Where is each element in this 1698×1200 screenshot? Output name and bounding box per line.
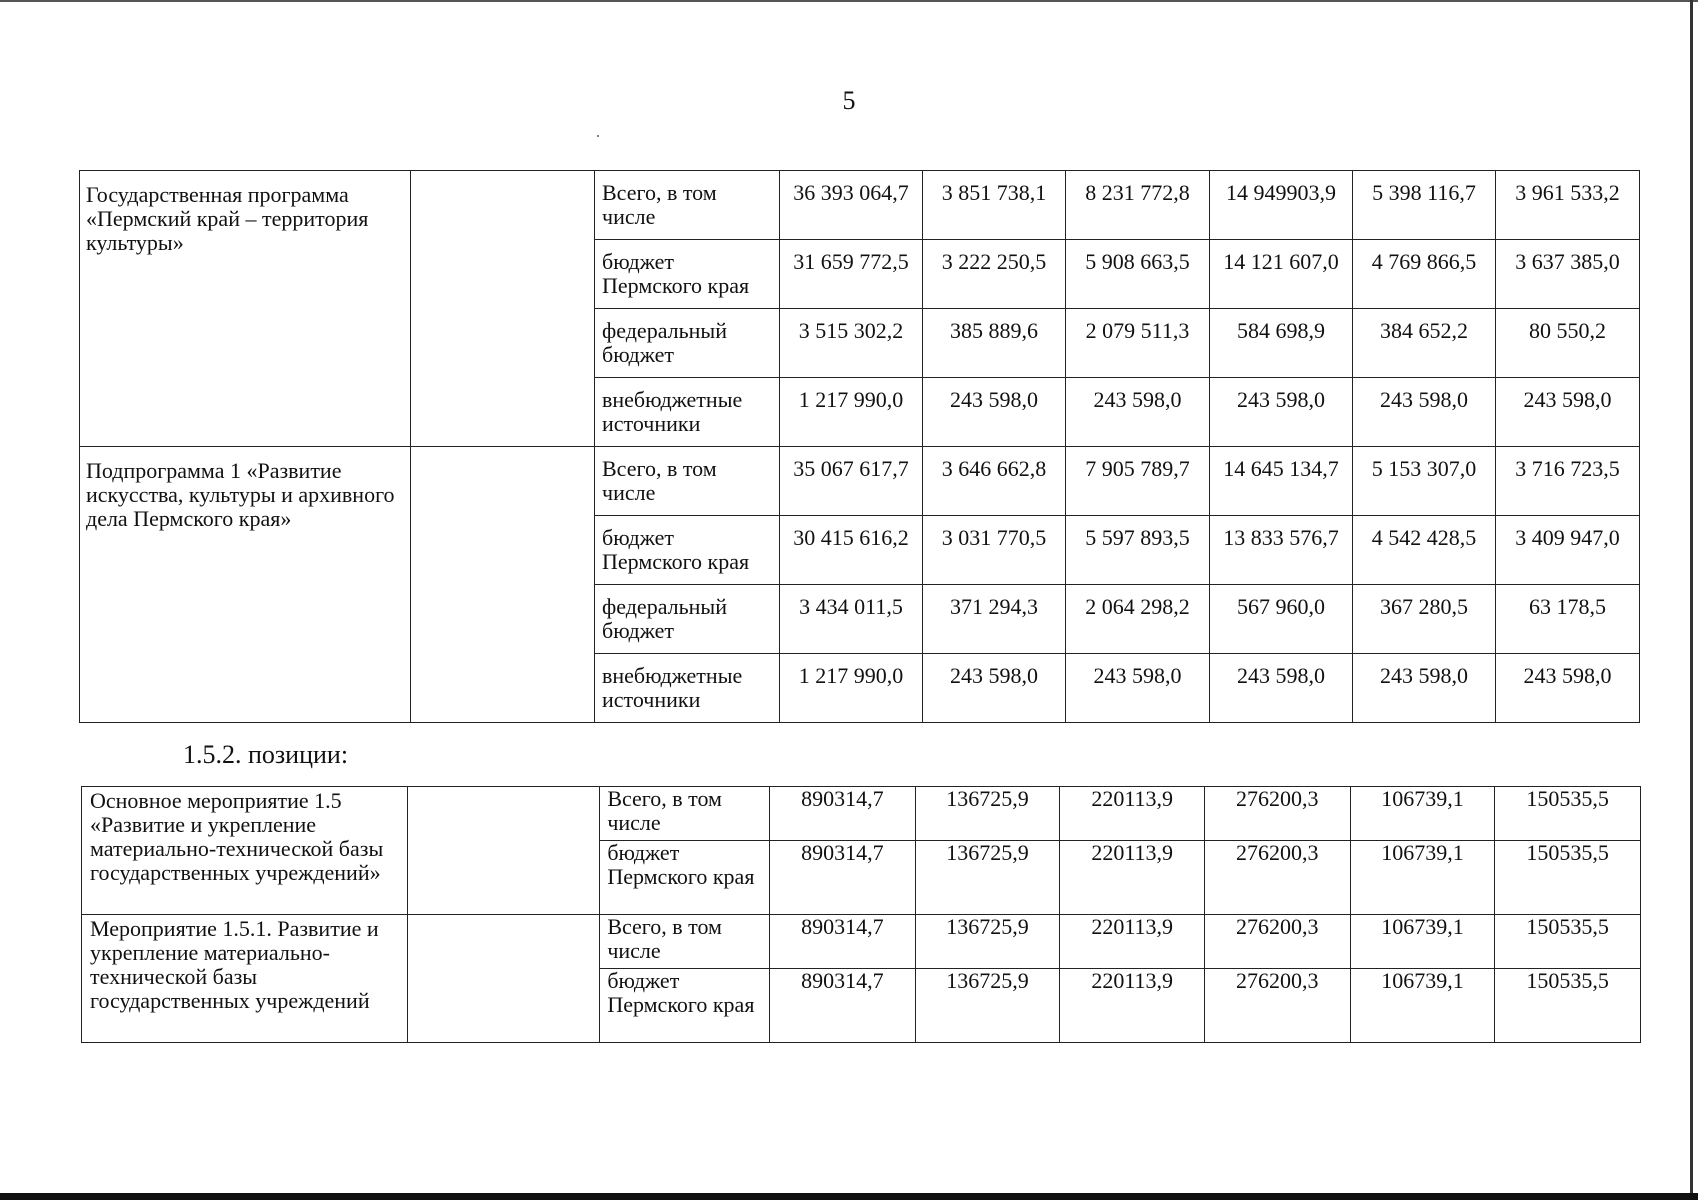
executor-cell xyxy=(408,915,600,1043)
amount-cell: 890314,7 xyxy=(770,787,916,841)
amount-cell: 4 542 428,5 xyxy=(1353,516,1496,585)
amount-cell: 890314,7 xyxy=(770,969,916,1043)
amount-cell: 3 222 250,5 xyxy=(923,240,1066,309)
amount-cell: 3 434 011,5 xyxy=(780,585,923,654)
amount-cell: 14 949903,9 xyxy=(1210,171,1353,240)
funding-source-cell: бюджет Пермского края xyxy=(600,969,770,1043)
amount-cell: 8 231 772,8 xyxy=(1066,171,1210,240)
amount-cell: 136725,9 xyxy=(915,969,1060,1043)
funding-source-cell: федеральный бюджет xyxy=(595,309,780,378)
table-row xyxy=(82,915,1641,969)
amount-cell: 3 851 738,1 xyxy=(923,171,1066,240)
table-row xyxy=(80,447,1640,516)
amount-cell: 243 598,0 xyxy=(1210,378,1353,447)
amount-cell: 243 598,0 xyxy=(1353,378,1496,447)
amount-cell: 890314,7 xyxy=(770,841,916,915)
amount-cell: 63 178,5 xyxy=(1496,585,1640,654)
funding-source-cell: федеральный бюджет xyxy=(595,585,780,654)
amount-cell: 4 769 866,5 xyxy=(1353,240,1496,309)
amount-cell: 3 409 947,0 xyxy=(1496,516,1640,585)
funding-source-cell: Всего, в том числе xyxy=(600,915,770,969)
amount-cell: 36 393 064,7 xyxy=(780,171,923,240)
amount-cell: 14 645 134,7 xyxy=(1210,447,1353,516)
amount-cell: 106739,1 xyxy=(1350,841,1495,915)
amount-cell: 5 597 893,5 xyxy=(1066,516,1210,585)
amount-cell: 243 598,0 xyxy=(1210,654,1353,723)
table-body xyxy=(80,171,1640,723)
amount-cell: 1 217 990,0 xyxy=(780,378,923,447)
amount-cell: 3 646 662,8 xyxy=(923,447,1066,516)
scan-top-edge xyxy=(0,0,1698,2)
amount-cell: 136725,9 xyxy=(915,915,1060,969)
amount-cell: 220113,9 xyxy=(1060,969,1205,1043)
amount-cell: 276200,3 xyxy=(1204,841,1350,915)
amount-cell: 2 079 511,3 xyxy=(1066,309,1210,378)
funding-source-cell: внебюджетные источники xyxy=(595,654,780,723)
program-name-cell: Государственная программа «Пермский край – территория культуры» xyxy=(80,171,411,447)
amount-cell: 31 659 772,5 xyxy=(780,240,923,309)
amount-cell: 136725,9 xyxy=(915,841,1060,915)
amount-cell: 220113,9 xyxy=(1060,787,1205,841)
amount-cell: 106739,1 xyxy=(1350,787,1495,841)
amount-cell: 243 598,0 xyxy=(1066,378,1210,447)
executor-cell xyxy=(408,787,600,915)
scan-right-edge xyxy=(1690,0,1693,1200)
amount-cell: 367 280,5 xyxy=(1353,585,1496,654)
amount-cell: 80 550,2 xyxy=(1496,309,1640,378)
amount-cell: 2 064 298,2 xyxy=(1066,585,1210,654)
funding-source-cell: Всего, в том числе xyxy=(595,171,780,240)
amount-cell: 3 961 533,2 xyxy=(1496,171,1640,240)
amount-cell: 890314,7 xyxy=(770,915,916,969)
amount-cell: 584 698,9 xyxy=(1210,309,1353,378)
table-row xyxy=(80,171,1640,240)
program-name-cell: Подпрограмма 1 «Развитие искусства, культуры и архивного дела Пермского края» xyxy=(80,447,411,723)
amount-cell: 1 217 990,0 xyxy=(780,654,923,723)
amount-cell: 14 121 607,0 xyxy=(1210,240,1353,309)
amount-cell: 385 889,6 xyxy=(923,309,1066,378)
page-number: 5 xyxy=(842,86,856,115)
amount-cell: 150535,5 xyxy=(1495,915,1641,969)
program-name-cell: Основное мероприятие 1.5 «Развитие и укрепление материально-технической базы государственных учреждений» xyxy=(82,787,408,915)
amount-cell: 5 908 663,5 xyxy=(1066,240,1210,309)
amount-cell: 3 716 723,5 xyxy=(1496,447,1640,516)
amount-cell: 150535,5 xyxy=(1495,841,1641,915)
amount-cell: 136725,9 xyxy=(915,787,1060,841)
amount-cell: 106739,1 xyxy=(1350,969,1495,1043)
amount-cell: 371 294,3 xyxy=(923,585,1066,654)
amount-cell: 3 637 385,0 xyxy=(1496,240,1640,309)
amount-cell: 243 598,0 xyxy=(1066,654,1210,723)
amount-cell: 3 515 302,2 xyxy=(780,309,923,378)
amount-cell: 243 598,0 xyxy=(923,378,1066,447)
budget-table-program xyxy=(79,170,1640,723)
amount-cell: 13 833 576,7 xyxy=(1210,516,1353,585)
funding-source-cell: внебюджетные источники xyxy=(595,378,780,447)
scan-speck xyxy=(597,135,599,137)
amount-cell: 243 598,0 xyxy=(1496,378,1640,447)
amount-cell: 5 153 307,0 xyxy=(1353,447,1496,516)
executor-cell xyxy=(411,171,595,447)
amount-cell: 276200,3 xyxy=(1204,915,1350,969)
amount-cell: 5 398 116,7 xyxy=(1353,171,1496,240)
executor-cell xyxy=(411,447,595,723)
program-name-cell: Мероприятие 1.5.1. Развитие и укрепление материально-технической базы государственных учреждений xyxy=(82,915,408,1043)
amount-cell: 3 031 770,5 xyxy=(923,516,1066,585)
amount-cell: 30 415 616,2 xyxy=(780,516,923,585)
funding-source-cell: бюджет Пермского края xyxy=(600,841,770,915)
funding-source-cell: бюджет Пермского края xyxy=(595,516,780,585)
amount-cell: 243 598,0 xyxy=(1496,654,1640,723)
funding-source-cell: Всего, в том числе xyxy=(595,447,780,516)
amount-cell: 220113,9 xyxy=(1060,915,1205,969)
amount-cell: 384 652,2 xyxy=(1353,309,1496,378)
funding-source-cell: бюджет Пермского края xyxy=(595,240,780,309)
table-body xyxy=(82,787,1641,1043)
amount-cell: 567 960,0 xyxy=(1210,585,1353,654)
scan-bottom-edge xyxy=(0,1193,1698,1200)
amount-cell: 220113,9 xyxy=(1060,841,1205,915)
table-row xyxy=(82,787,1641,841)
funding-source-cell: Всего, в том числе xyxy=(600,787,770,841)
amount-cell: 243 598,0 xyxy=(923,654,1066,723)
section-heading: 1.5.2. позиции: xyxy=(183,740,349,769)
amount-cell: 35 067 617,7 xyxy=(780,447,923,516)
amount-cell: 150535,5 xyxy=(1495,787,1641,841)
amount-cell: 243 598,0 xyxy=(1353,654,1496,723)
amount-cell: 276200,3 xyxy=(1204,969,1350,1043)
amount-cell: 276200,3 xyxy=(1204,787,1350,841)
budget-table-positions xyxy=(81,786,1641,1043)
amount-cell: 7 905 789,7 xyxy=(1066,447,1210,516)
amount-cell: 106739,1 xyxy=(1350,915,1495,969)
amount-cell: 150535,5 xyxy=(1495,969,1641,1043)
